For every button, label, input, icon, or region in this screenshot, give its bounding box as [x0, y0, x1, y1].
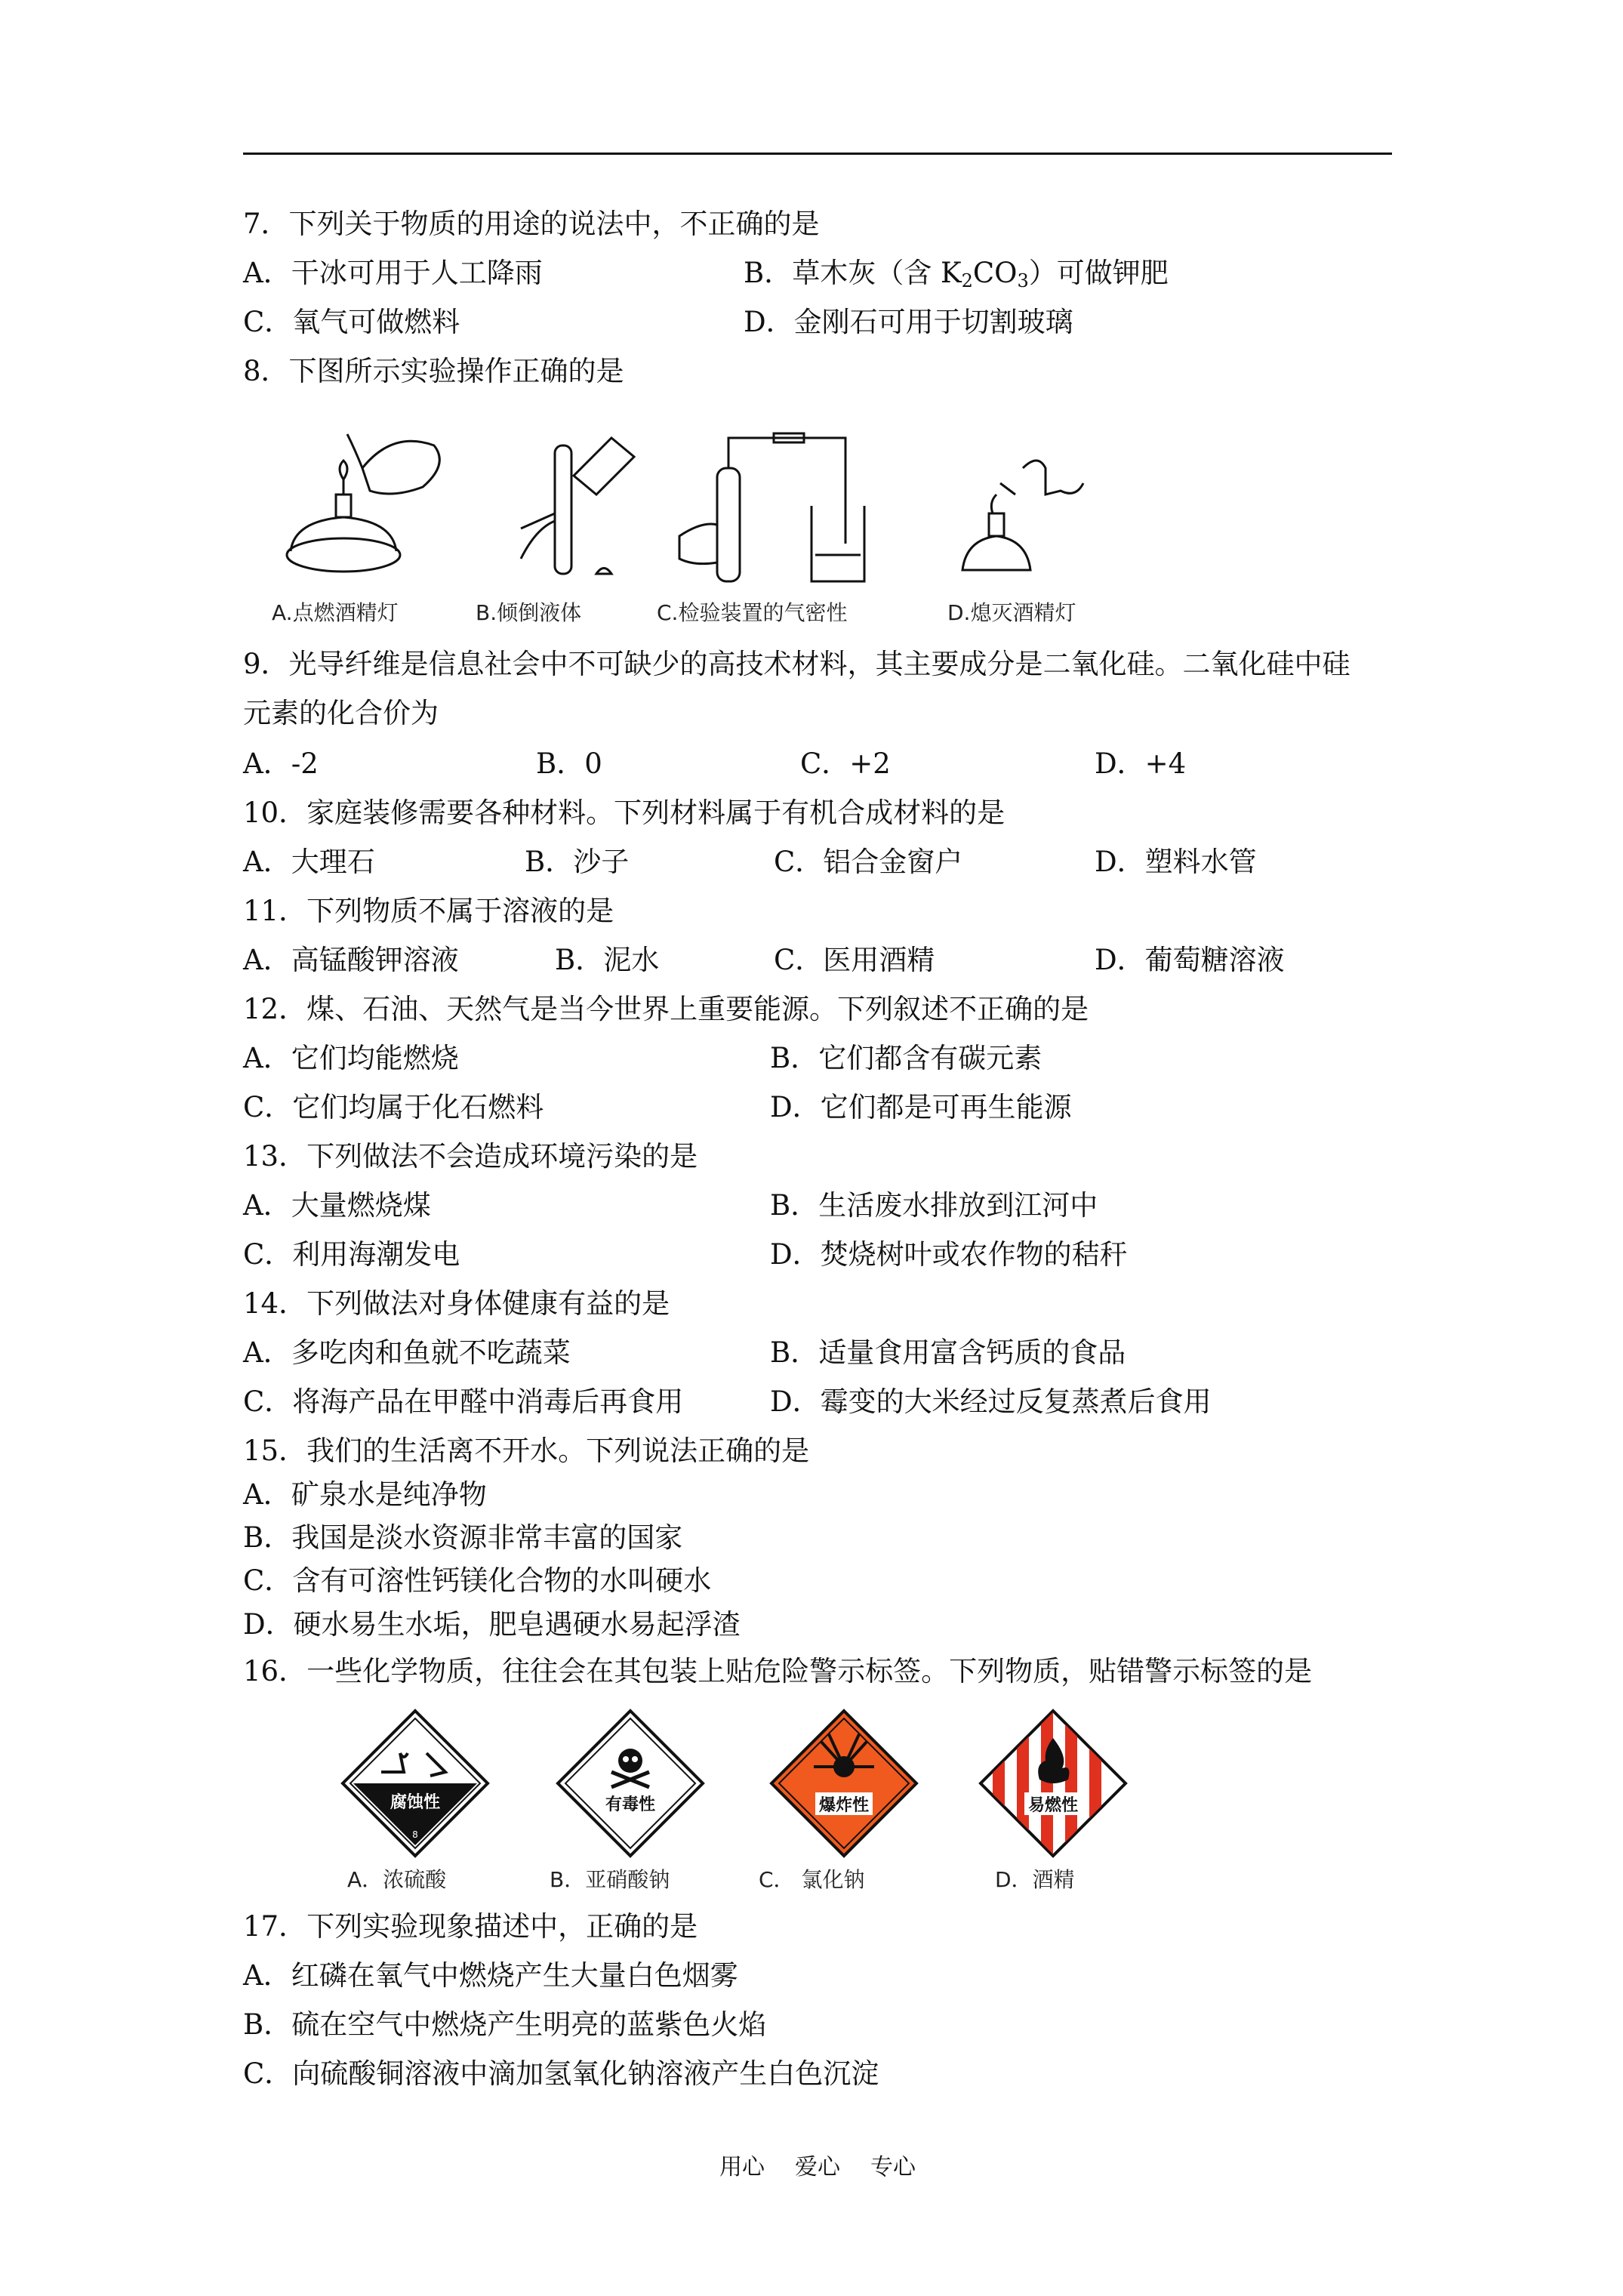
q16-label-d-flammable-icon	[978, 1708, 1129, 1859]
q13-option-b: B．生活废水排放到江河中	[770, 1189, 1098, 1222]
q17-stem: 17．下列实验现象描述中，正确的是	[243, 1910, 698, 1943]
q16-stem: 16．一些化学物质，往往会在其包装上贴危险警示标签。下列物质，贴错警示标签的是	[243, 1655, 1313, 1687]
q14-option-a: A．多吃肉和鱼就不吃蔬菜	[243, 1336, 571, 1369]
q16-caption-c: C． 氯化钠	[759, 1867, 865, 1892]
q8-caption-b: B.倾倒液体	[476, 600, 582, 625]
q16-label-b-toxic-icon	[555, 1708, 706, 1859]
q8-caption-d: D.熄灭酒精灯	[947, 600, 1076, 625]
q10-option-c: C．铝合金窗户	[774, 846, 963, 878]
q16-label-a-corrosive-icon	[340, 1708, 491, 1859]
q9-option-b: B．0	[536, 747, 602, 780]
q7-option-d: D．金刚石可用于切割玻璃	[744, 306, 1073, 338]
q17-option-a: A．红磷在氧气中燃烧产生大量白色烟雾	[243, 1959, 738, 1992]
q8-figure-b-pouring-liquid	[491, 423, 642, 589]
q8-caption-a: A.点燃酒精灯	[272, 600, 399, 625]
q14-option-c: C．将海产品在甲醛中消毒后再食用	[243, 1385, 684, 1418]
q9-option-a: A．-2	[243, 747, 319, 780]
q17-option-b: B．硫在空气中燃烧产生明亮的蓝紫色火焰	[243, 2008, 767, 2041]
q7-stem: 7．下列关于物质的用途的说法中，不正确的是	[243, 208, 820, 240]
q8-stem: 8．下图所示实验操作正确的是	[243, 355, 624, 387]
q11-option-c: C．医用酒精	[774, 944, 935, 976]
q7-option-a: A．干冰可用于人工降雨	[243, 257, 543, 289]
footer-word-3: 专心	[870, 2154, 916, 2180]
q14-option-b: B．适量食用富含钙质的食品	[770, 1336, 1126, 1369]
q8-figure-d-extinguishing-lamp	[947, 438, 1098, 589]
q11-option-a: A．高锰酸钾溶液	[243, 944, 459, 976]
q15-stem: 15．我们的生活离不开水。下列说法正确的是	[243, 1435, 810, 1467]
q10-stem: 10．家庭装修需要各种材料。下列材料属于有机合成材料的是	[243, 797, 1006, 829]
q7-b-post: ）可做钾肥	[1028, 257, 1169, 289]
q10-option-b: B．沙子	[525, 846, 630, 878]
q14-option-d: D．霉变的大米经过反复蒸煮后食用	[770, 1385, 1212, 1418]
q16-label-c-text: 爆炸性	[818, 1796, 870, 1815]
q12-option-b: B．它们都含有碳元素	[770, 1042, 1042, 1074]
q7-b-mid: CO	[972, 257, 1018, 289]
footer-word-1: 用心	[719, 2154, 765, 2180]
q9-stem-line1: 9．光导纤维是信息社会中不可缺少的高技术材料，其主要成分是二氧化硅。二氧化硅中硅	[243, 648, 1350, 680]
q16-caption-b: B．亚硝酸钠	[550, 1867, 670, 1892]
q9-option-d: D．+4	[1095, 747, 1187, 780]
q13-option-d: D．焚烧树叶或农作物的秸秆	[770, 1238, 1128, 1271]
q15-option-c: C．含有可溶性钙镁化合物的水叫硬水	[243, 1564, 712, 1597]
q10-option-d: D．塑料水管	[1095, 846, 1257, 878]
q17-option-c: C．向硫酸铜溶液中滴加氢氧化钠溶液产生白色沉淀	[243, 2057, 879, 2090]
q8-figure-c-airtightness	[672, 430, 868, 589]
q7-b-sub2: 3	[1017, 270, 1029, 291]
q11-option-d: D．葡萄糖溶液	[1095, 944, 1285, 976]
q16-label-d-text: 易燃性	[1027, 1796, 1079, 1815]
q16-caption-d: D．酒精	[995, 1867, 1075, 1892]
q12-stem: 12．煤、石油、天然气是当今世界上重要能源。下列叙述不正确的是	[243, 993, 1089, 1025]
q16-label-a-text: 腐蚀性	[390, 1793, 441, 1812]
q12-option-c: C．它们均属于化石燃料	[243, 1091, 544, 1123]
q9-option-c: C．+2	[800, 747, 891, 780]
q12-option-d: D．它们都是可再生能源	[770, 1091, 1072, 1123]
q14-stem: 14．下列做法对身体健康有益的是	[243, 1287, 670, 1320]
svg-text:8: 8	[412, 1829, 418, 1840]
q11-option-b: B．泥水	[555, 944, 660, 976]
q10-option-a: A．大理石	[243, 846, 375, 878]
header-rule	[243, 153, 1392, 155]
footer-word-2: 爱心	[795, 2154, 840, 2180]
q13-option-c: C．利用海潮发电	[243, 1238, 460, 1271]
q8-figure-a-lighting-lamp	[272, 423, 453, 589]
q15-option-b: B．我国是淡水资源非常丰富的国家	[243, 1521, 683, 1554]
q7-b-prefix: B．草木灰（含 K	[744, 257, 962, 289]
q16-caption-a: A．浓硫酸	[347, 1867, 447, 1892]
q8-caption-c: C.检验装置的气密性	[657, 600, 848, 625]
q12-option-a: A．它们均能燃烧	[243, 1042, 459, 1074]
q15-option-a: A．矿泉水是纯净物	[243, 1478, 487, 1511]
q7-option-c: C．氧气可做燃料	[243, 306, 460, 338]
q13-option-a: A．大量燃烧煤	[243, 1189, 431, 1222]
q11-stem: 11．下列物质不属于溶液的是	[243, 895, 614, 927]
q9-stem-line2: 元素的化合价为	[243, 697, 439, 729]
q7-option-b	[744, 257, 1169, 297]
q13-stem: 13．下列做法不会造成环境污染的是	[243, 1140, 698, 1173]
q16-label-c-explosive-icon	[768, 1708, 919, 1859]
q7-b-sub1: 2	[961, 270, 973, 291]
q16-label-b-text: 有毒性	[605, 1795, 656, 1814]
q15-option-d: D．硬水易生水垢，肥皂遇硬水易起浮渣	[243, 1608, 741, 1641]
